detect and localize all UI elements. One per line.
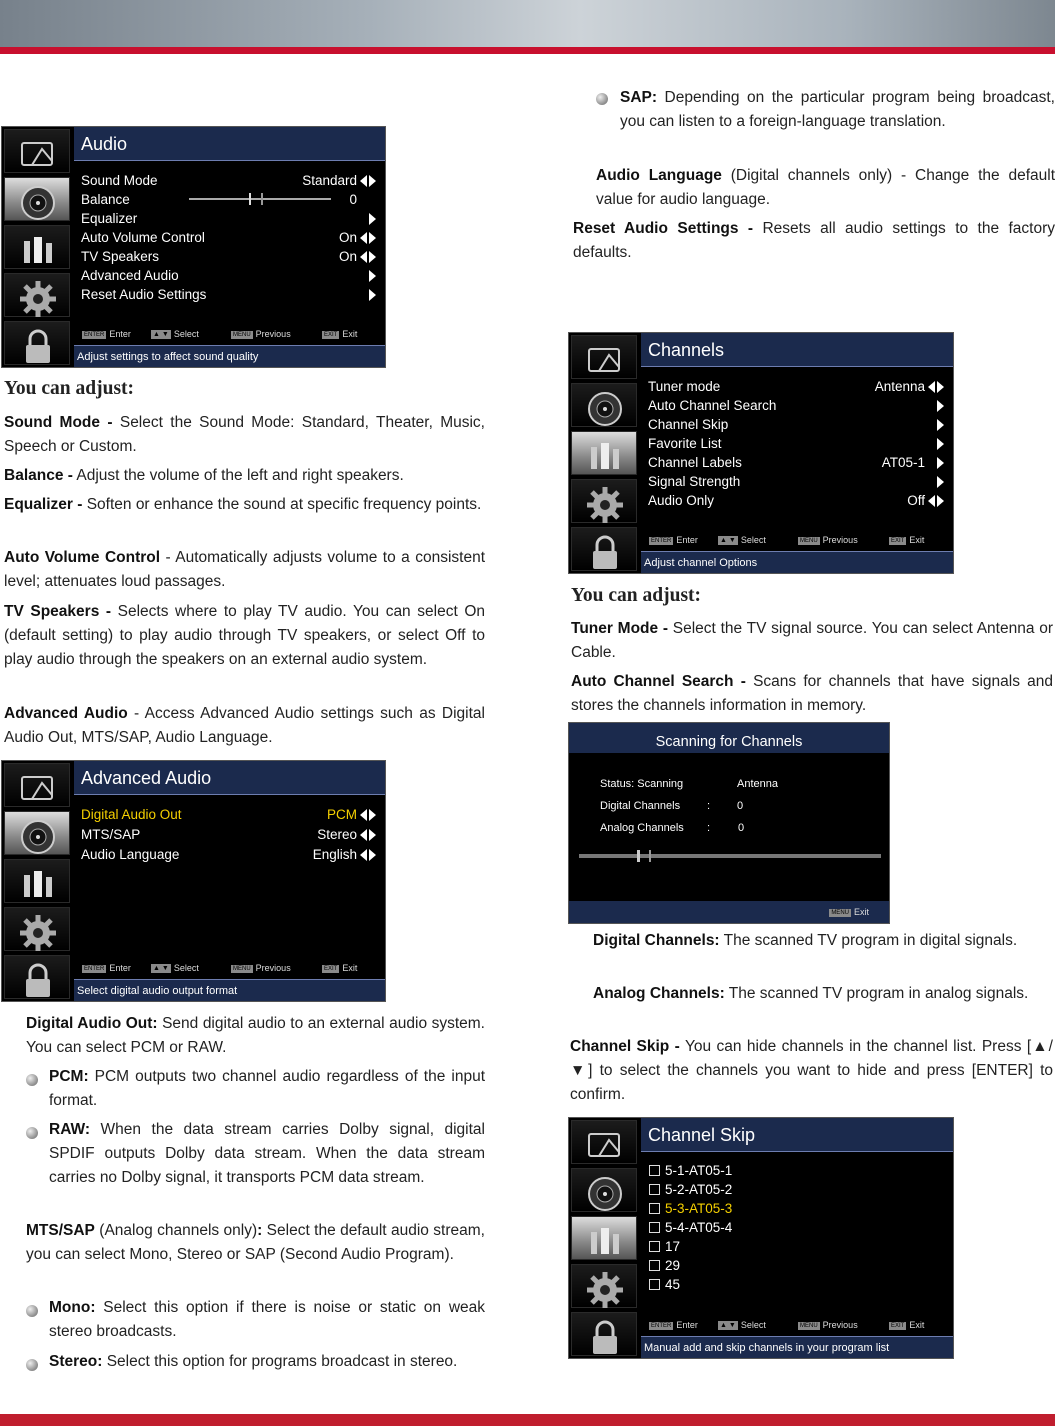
picture-menu-tab[interactable] <box>4 129 70 173</box>
menu-icon-column <box>2 761 73 1001</box>
menu-row[interactable] <box>81 228 381 247</box>
menu-row-label: Favorite List <box>648 436 722 451</box>
header-bar <box>0 0 1055 48</box>
legend-previous <box>798 1320 858 1330</box>
gear-menu-tab[interactable] <box>571 1264 637 1308</box>
menu-title: Channels <box>641 333 953 367</box>
legend-exit <box>322 329 357 339</box>
auto-volume-paragraph: Auto Volume Control - Automatically adjusts volume to a consistent level; attenuates loud passages. <box>4 549 485 590</box>
right-arrow-icon <box>927 438 945 450</box>
equalizer-paragraph: Equalizer - Soften or enhance the sound at specific frequency points. <box>4 496 482 513</box>
legend-previous-label: Previous <box>822 535 858 545</box>
lock-icon <box>18 961 58 1001</box>
previous-key-icon: MENU <box>800 1323 818 1329</box>
right-arrow-icon <box>359 213 377 225</box>
scan-progress-bar <box>579 854 881 858</box>
legend-enter-label: Enter <box>676 1320 698 1330</box>
channel-skip-item[interactable] <box>649 1218 949 1237</box>
menu-row-value: AT05-1 <box>881 455 925 470</box>
menu-row[interactable] <box>648 377 949 396</box>
picture-icon <box>18 135 58 175</box>
reset-audio-paragraph: Reset Audio Settings - Resets all audio settings to the factory defaults. <box>573 220 1055 261</box>
channel-skip-panel <box>641 1118 953 1358</box>
gear-icon <box>585 1270 625 1310</box>
checkbox[interactable] <box>649 1184 660 1195</box>
channels-menu-tab[interactable] <box>571 431 637 475</box>
channels-icon <box>18 231 58 271</box>
menu-row-label: Auto Channel Search <box>648 398 777 413</box>
legend-enter <box>649 1320 698 1330</box>
picture-icon <box>585 1126 625 1166</box>
analog-channels-value: 0 <box>738 822 745 834</box>
menu-row-label: TV Speakers <box>81 249 160 264</box>
auto-channel-search-paragraph: Auto Channel Search - Scans for channels that have signals and stores the channels information in memory. <box>571 673 1053 714</box>
balance-paragraph: Balance - Adjust the volume of the left and right speakers. <box>4 467 404 484</box>
advanced-audio-panel <box>74 761 385 1001</box>
channel-skip-label: 5-4-AT05-4 <box>665 1220 733 1235</box>
left-right-arrow-icon <box>359 849 377 861</box>
digital-colon: : <box>707 800 711 812</box>
left-right-arrow-icon <box>359 809 377 821</box>
right-arrow-icon <box>927 457 945 469</box>
channel-skip-label: 5-1-AT05-1 <box>665 1163 733 1178</box>
menu-row[interactable] <box>648 415 949 434</box>
digital-channels-paragraph: Digital Channels: The scanned TV program in digital signals. <box>593 932 1018 949</box>
checkbox[interactable] <box>649 1260 660 1271</box>
menu-rows <box>648 377 949 510</box>
checkbox[interactable] <box>649 1222 660 1233</box>
channels-icon <box>585 437 625 477</box>
up-down-key-icon: ▲ ▼ <box>720 537 736 544</box>
menu-row[interactable] <box>81 247 381 266</box>
menu-row[interactable] <box>81 805 381 825</box>
previous-key-icon: MENU <box>233 966 251 972</box>
legend-previous-label: Previous <box>255 963 291 973</box>
checkbox[interactable] <box>649 1241 660 1252</box>
digital-audio-out-paragraph: Digital Audio Out: Send digital audio to an external audio system. You can select PCM or RAW. <box>26 1015 485 1056</box>
menu-title: Audio <box>74 127 385 161</box>
menu-row-label: MTS/SAP <box>81 827 141 842</box>
menu-icon-column <box>2 127 73 367</box>
channels-icon <box>18 865 58 905</box>
bullet-icon <box>26 1359 38 1371</box>
audio-speaker-menu-tab[interactable] <box>571 383 637 427</box>
menu-row[interactable] <box>648 396 949 415</box>
analog-channels-paragraph: Analog Channels: The scanned TV program in analog signals. <box>593 985 1029 1002</box>
legend-select-label: Select <box>740 535 766 545</box>
menu-row-value: Antenna <box>874 379 925 394</box>
section-heading: You can adjust: <box>4 378 135 399</box>
legend-previous-label: Previous <box>255 329 291 339</box>
legend-select <box>151 963 199 973</box>
advanced-audio-menu-screenshot <box>1 760 386 1002</box>
channel-skip-item[interactable] <box>649 1199 949 1218</box>
lock-menu-tab[interactable] <box>4 955 70 999</box>
mono-paragraph: Mono: Select this option if there is noise or static on weak stereo broadcasts. <box>49 1299 485 1340</box>
menu-key-icon: MENU <box>831 910 849 916</box>
menu-row[interactable] <box>81 285 381 304</box>
channel-skip-item[interactable] <box>649 1256 949 1275</box>
slider-thumb[interactable] <box>249 193 251 205</box>
legend-previous <box>231 329 291 339</box>
scan-footer <box>569 901 889 923</box>
legend-select <box>718 535 766 545</box>
menu-row-label: Equalizer <box>81 211 138 226</box>
channel-skip-item[interactable] <box>649 1275 949 1294</box>
menu-row[interactable] <box>81 171 381 190</box>
right-arrow-icon <box>927 476 945 488</box>
digital-channels-label: Digital Channels <box>600 800 681 812</box>
audio-speaker-menu-tab[interactable] <box>4 811 70 855</box>
up-down-key-icon: ▲ ▼ <box>153 965 169 972</box>
picture-menu-tab[interactable] <box>571 1120 637 1164</box>
menu-row-value: English <box>312 847 357 862</box>
menu-legend <box>82 329 381 341</box>
right-arrow-icon <box>359 289 377 301</box>
up-down-key-icon: ▲ ▼ <box>153 331 169 338</box>
right-arrow-icon <box>927 419 945 431</box>
legend-enter <box>649 535 698 545</box>
scan-status-value: Antenna <box>737 778 778 790</box>
legend-exit <box>889 1320 924 1330</box>
menu-legend <box>649 1320 949 1332</box>
slider-center-mark <box>261 193 263 205</box>
menu-row-label: Audio Language <box>81 847 180 862</box>
left-right-arrow-icon <box>927 495 945 507</box>
audio-speaker-menu-tab[interactable] <box>571 1168 637 1212</box>
analog-colon: : <box>707 822 711 834</box>
scan-status-label: Status: Scanning <box>600 778 684 790</box>
exit-key-icon: EXIT <box>891 538 905 544</box>
tuner-mode-paragraph: Tuner Mode - Select the TV signal source. You can select Antenna or Cable. <box>571 620 1053 661</box>
menu-row[interactable] <box>81 266 381 285</box>
menu-row-label: Tuner mode <box>648 379 721 394</box>
channel-skip-menu-screenshot <box>568 1117 954 1359</box>
scanning-dialog-screenshot <box>568 722 890 924</box>
menu-row[interactable] <box>648 453 949 472</box>
legend-exit-label: Exit <box>909 1320 925 1330</box>
digital-channels-value: 0 <box>737 800 744 812</box>
menu-title: Advanced Audio <box>74 761 385 795</box>
menu-hint: Adjust settings to affect sound quality <box>74 345 385 367</box>
audio-language-paragraph: Audio Language (Digital channels only) - Change the default value for audio language. <box>596 167 1055 208</box>
bullet-icon <box>596 93 608 105</box>
audio-speaker-icon <box>18 817 58 857</box>
channels-menu-tab[interactable] <box>571 1216 637 1260</box>
exit-label: Exit <box>853 907 869 917</box>
menu-row-label: Audio Only <box>648 493 715 508</box>
bullet-icon <box>26 1074 38 1086</box>
legend-enter-label: Enter <box>109 329 131 339</box>
menu-row[interactable] <box>81 190 381 209</box>
legend-exit-label: Exit <box>342 963 358 973</box>
menu-row-value: Off <box>907 493 925 508</box>
menu-legend <box>649 535 949 547</box>
menu-icon-column <box>569 333 640 573</box>
menu-row-value: Stereo <box>317 827 357 842</box>
audio-speaker-icon <box>18 183 58 223</box>
channel-skip-label: 5-2-AT05-2 <box>665 1182 733 1197</box>
channel-skip-label: 5-3-AT05-3 <box>665 1201 733 1216</box>
gear-icon <box>18 913 58 953</box>
menu-row-value: Standard <box>302 173 357 188</box>
channel-skip-item[interactable] <box>649 1180 949 1199</box>
legend-previous <box>798 535 858 545</box>
menu-legend <box>82 963 381 975</box>
channel-skip-list <box>649 1161 949 1294</box>
bullet-icon <box>26 1127 38 1139</box>
menu-row[interactable] <box>648 434 949 453</box>
legend-enter-label: Enter <box>676 535 698 545</box>
lock-icon <box>18 327 58 367</box>
menu-rows <box>81 171 381 304</box>
exit-key-icon: EXIT <box>324 332 338 338</box>
audio-menu-panel <box>74 127 385 367</box>
legend-select-label: Select <box>173 329 199 339</box>
menu-row-value: On <box>338 230 357 245</box>
exit-key-icon: EXIT <box>891 1323 905 1329</box>
picture-menu-tab[interactable] <box>4 763 70 807</box>
left-right-arrow-icon <box>359 251 377 263</box>
menu-row-label: Advanced Audio <box>81 268 179 283</box>
menu-hint: Select digital audio output format <box>74 979 385 1001</box>
footer-red-line <box>0 1414 1055 1426</box>
legend-select <box>718 1320 766 1330</box>
menu-row[interactable] <box>648 472 949 491</box>
channels-menu-screenshot <box>568 332 954 574</box>
menu-icon-column <box>569 1118 640 1358</box>
checkbox[interactable] <box>649 1203 660 1214</box>
legend-exit <box>322 963 357 973</box>
legend-enter <box>82 963 131 973</box>
pcm-paragraph: PCM: PCM outputs two channel audio regardless of the input format. <box>49 1068 485 1109</box>
right-arrow-icon <box>927 400 945 412</box>
menu-row-label: Channel Labels <box>648 455 742 470</box>
channel-skip-item[interactable] <box>649 1237 949 1256</box>
picture-menu-tab[interactable] <box>571 335 637 379</box>
lock-menu-tab[interactable] <box>571 1312 637 1356</box>
menu-row-label: Digital Audio Out <box>81 807 182 822</box>
legend-previous-label: Previous <box>822 1320 858 1330</box>
lock-icon <box>585 533 625 573</box>
menu-rows <box>81 805 381 865</box>
channel-skip-item[interactable] <box>649 1161 949 1180</box>
legend-previous <box>231 963 291 973</box>
menu-row[interactable] <box>648 491 949 510</box>
menu-row-label: Reset Audio Settings <box>81 287 207 302</box>
menu-row-label: Channel Skip <box>648 417 729 432</box>
gear-icon <box>585 485 625 525</box>
menu-hint: Manual add and skip channels in your program list <box>641 1336 953 1358</box>
checkbox[interactable] <box>649 1165 660 1176</box>
enter-key-icon: ENTER <box>84 332 105 338</box>
exit-key-icon: EXIT <box>324 966 338 972</box>
audio-speaker-icon <box>585 389 625 429</box>
legend-exit-label: Exit <box>909 535 925 545</box>
menu-row[interactable] <box>81 209 381 228</box>
menu-row[interactable] <box>81 845 381 865</box>
up-down-key-icon: ▲ ▼ <box>720 1322 736 1329</box>
channel-skip-paragraph: Channel Skip - You can hide channels in the channel list. Press [▲/▼] to select the channels you want to hide and press [ENTER] to confirm. <box>570 1038 1053 1103</box>
enter-key-icon: ENTER <box>651 1323 672 1329</box>
legend-select-label: Select <box>173 963 199 973</box>
menu-row-label: Sound Mode <box>81 173 158 188</box>
left-right-arrow-icon <box>359 829 377 841</box>
gear-menu-tab[interactable] <box>571 479 637 523</box>
checkbox[interactable] <box>649 1279 660 1290</box>
header-red-line <box>0 47 1055 54</box>
menu-row-label: Signal Strength <box>648 474 741 489</box>
audio-speaker-menu-tab[interactable] <box>4 177 70 221</box>
channels-menu-tab[interactable] <box>4 859 70 903</box>
previous-key-icon: MENU <box>800 538 818 544</box>
legend-exit-label: Exit <box>342 329 358 339</box>
enter-key-icon: ENTER <box>651 538 672 544</box>
channel-skip-label: 29 <box>665 1258 681 1273</box>
channel-skip-label: 17 <box>665 1239 681 1254</box>
menu-row-value: 0 <box>349 192 357 207</box>
menu-row[interactable] <box>81 825 381 845</box>
menu-row-value: On <box>338 249 357 264</box>
picture-icon <box>18 769 58 809</box>
menu-row-label: Auto Volume Control <box>81 230 205 245</box>
legend-select-label: Select <box>740 1320 766 1330</box>
channels-icon <box>585 1222 625 1262</box>
advanced-audio-paragraph: Advanced Audio - Access Advanced Audio settings such as Digital Audio Out, MTS/SAP, Audio Language. <box>4 705 485 746</box>
mts-sap-paragraph: MTS/SAP (Analog channels only): Select the default audio stream, you can select Mono, Stereo or SAP (Second Audio Program). <box>26 1222 485 1263</box>
menu-row-value: PCM <box>327 807 357 822</box>
channels-panel <box>641 333 953 573</box>
scan-progress-marker <box>637 850 640 862</box>
channels-menu-tab[interactable] <box>4 225 70 269</box>
sound-mode-paragraph: Sound Mode - Select the Sound Mode: Standard, Theater, Music, Speech or Custom. <box>4 414 485 455</box>
left-right-arrow-icon <box>927 381 945 393</box>
legend-select <box>151 329 199 339</box>
legend-enter <box>82 329 131 339</box>
legend-enter-label: Enter <box>109 963 131 973</box>
legend-exit <box>889 535 924 545</box>
scan-progress-marker <box>649 850 651 862</box>
balance-slider[interactable] <box>189 198 331 200</box>
right-arrow-icon <box>359 270 377 282</box>
stereo-paragraph: Stereo: Select this option for programs broadcast in stereo. <box>49 1353 458 1370</box>
enter-key-icon: ENTER <box>84 966 105 972</box>
left-right-arrow-icon <box>359 232 377 244</box>
gear-menu-tab[interactable] <box>4 273 70 317</box>
audio-speaker-icon <box>585 1174 625 1214</box>
analog-channels-label: Analog Channels <box>600 822 684 834</box>
previous-key-icon: MENU <box>233 332 251 338</box>
sap-paragraph: SAP: Depending on the particular program being broadcast, you can listen to a foreign-language translation. <box>620 89 1055 130</box>
raw-paragraph: RAW: When the data stream carries Dolby signal, digital SPDIF outputs Dolby data stream. When the data stream carries no Dolby signal, it transports PCM data stream. <box>49 1121 485 1186</box>
tv-speakers-paragraph: TV Speakers - Selects where to play TV audio. You can select On (default setting) to play audio through TV speakers, or select Off to play audio through the speakers on an external audio system. <box>4 603 485 668</box>
section-heading: You can adjust: <box>571 585 702 606</box>
scan-title: Scanning for Channels <box>569 723 889 753</box>
gear-icon <box>18 279 58 319</box>
lock-icon <box>585 1318 625 1358</box>
lock-menu-tab[interactable] <box>4 321 70 365</box>
menu-title: Channel Skip <box>641 1118 953 1152</box>
menu-row-label: Balance <box>81 192 130 207</box>
channel-skip-label: 45 <box>665 1277 681 1292</box>
bullet-icon <box>26 1305 38 1317</box>
gear-menu-tab[interactable] <box>4 907 70 951</box>
lock-menu-tab[interactable] <box>571 527 637 571</box>
menu-hint: Adjust channel Options <box>641 551 953 573</box>
left-right-arrow-icon <box>359 175 377 187</box>
audio-menu-screenshot <box>1 126 386 368</box>
picture-icon <box>585 341 625 381</box>
